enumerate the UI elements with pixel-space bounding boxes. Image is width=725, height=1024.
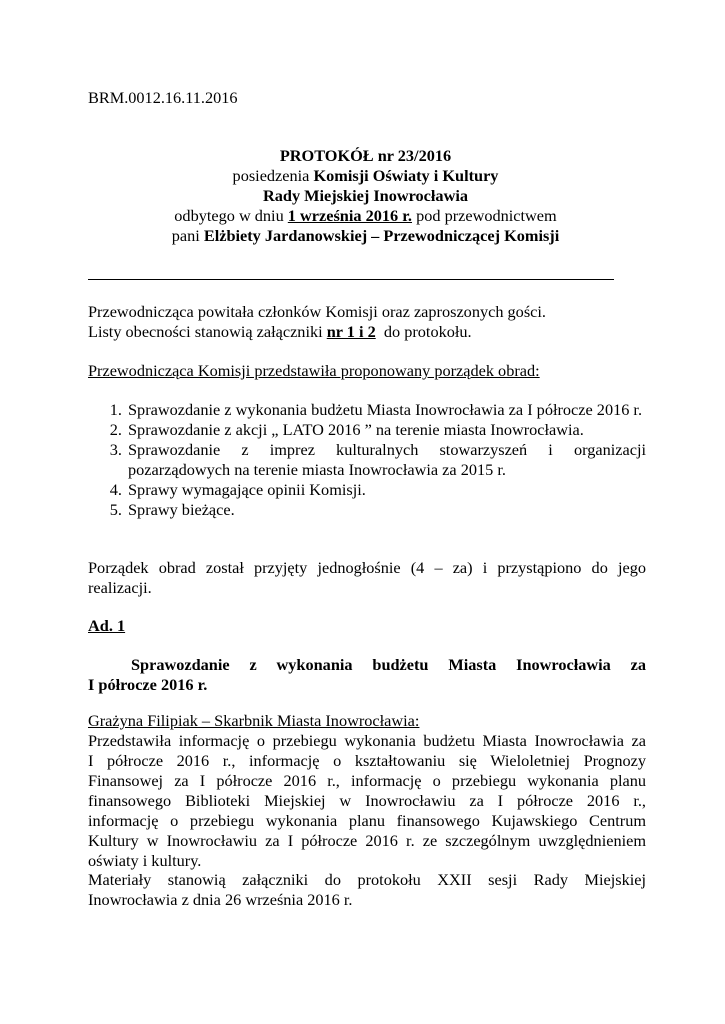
agenda-item: 4. Sprawy wymagające opinii Komisji.	[126, 480, 646, 500]
agenda-title: Przewodnicząca Komisji przedstawiła proponowany porządek obrad:	[88, 361, 540, 380]
council-name: Rady Miejskiej Inowrocławia	[262, 186, 468, 205]
speaker-name: Grażyna Filipiak – Skarbnik Miasta Inowrocławia:	[88, 711, 420, 730]
agenda-list	[88, 400, 646, 520]
agenda-adopted-paragraph: Porządek obrad został przyjęty jednogłośnie (4 – za) i przystąpiono do jego realizacji.	[88, 558, 646, 597]
agenda-item: 1. Sprawozdanie z wykonania budżetu Miasta Inowrocławia za I półrocze 2016 r.	[126, 400, 646, 420]
chairperson-name: Elżbiety Jardanowskiej – Przewodniczącej Komisji	[203, 226, 560, 245]
attachments-ref: nr 1 i 2	[326, 322, 376, 341]
document-reference: BRM.0012.16.11.2016	[88, 88, 238, 107]
intro-paragraph: Przewodnicząca powitała członków Komisji oraz zaproszonych gości. Listy obecności stanowią załączniki nr 1 i 2 do protokołu.	[88, 302, 546, 341]
report-paragraph: Przedstawiła informację o przebiegu wykonania budżetu Miasta Inowrocławia za I półrocze 2016 r., informację o kształtowaniu się Wieloletniej Prognozy Finansowej za I półrocze 2016 r., informację o przebiegu wykonania planu finansowego Biblioteki Miejskiej w Inowrocławiu za I półrocze 2016 r., informację o przebiegu wykonania planu finansowego Kujawskiego Centrum Kultury w Inowrocławiu za I półrocze 2016 r. ze szczególnym uwzględnieniem oświaty i kultury.	[88, 731, 646, 870]
protocol-title: PROTOKÓŁ nr 23/2016	[279, 146, 452, 165]
horizontal-divider	[88, 279, 614, 280]
protocol-header: PROTOKÓŁ nr 23/2016 posiedzenia Komisji Oświaty i Kultury Rady Miejskiej Inowrocławia odbytego w dniu 1 września 2016 r. pod przewodnictwem pani Elżbiety Jardanowskiej – Przewodniczącej Komisji	[171, 146, 560, 245]
agenda-item: 5. Sprawy bieżące.	[126, 500, 646, 520]
commission-name: Komisji Oświaty i Kultury	[313, 166, 499, 185]
section-title: Sprawozdanie z wykonania budżetu Miasta Inowrocławia za I półrocze 2016 r.	[88, 655, 646, 694]
section-ad-heading: Ad. 1	[88, 616, 126, 635]
materials-paragraph: Materiały stanowią załączniki do protokołu XXII sesji Rady Miejskiej Inowrocławia z dnia 26 września 2016 r.	[88, 870, 646, 909]
agenda-item: 3. Sprawozdanie z imprez kulturalnych stowarzyszeń i organizacji pozarządowych na terenie miasta Inowrocławia za 2015 r.	[126, 440, 646, 480]
meeting-date: 1 września 2016 r.	[287, 206, 413, 225]
agenda-item: 2. Sprawozdanie z akcji „ LATO 2016 ” na terenie miasta Inowrocławia.	[126, 420, 646, 440]
